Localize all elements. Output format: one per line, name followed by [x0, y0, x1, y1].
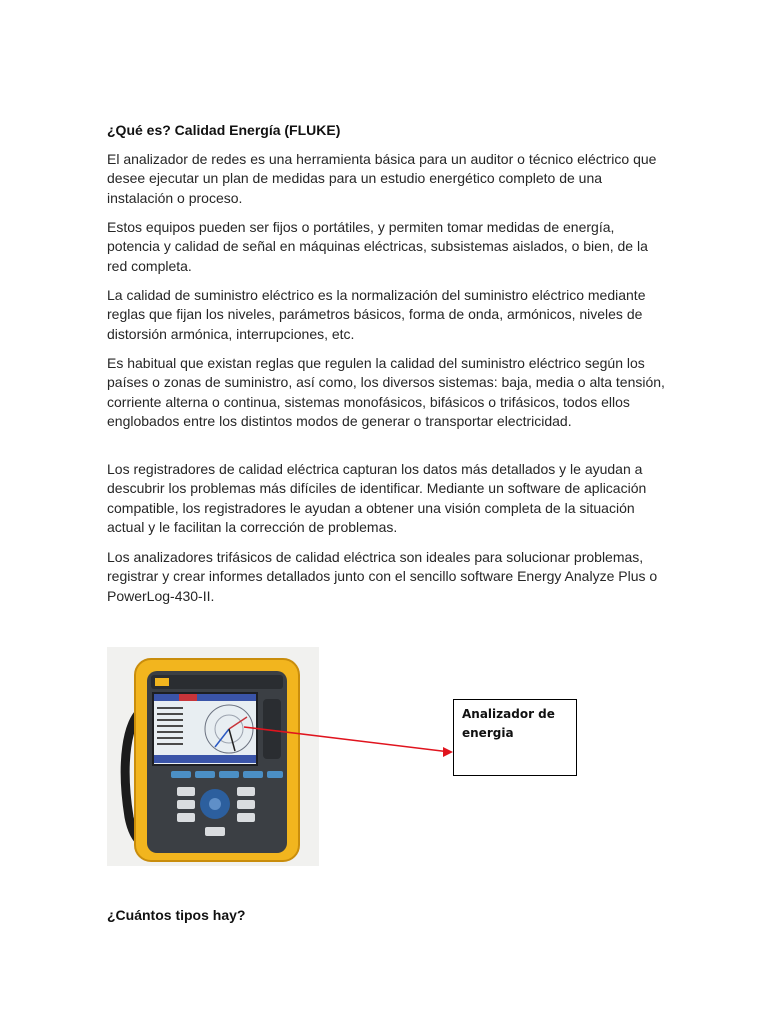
paragraph-2: Estos equipos pueden ser fijos o portátiles, y permiten tomar medidas de energía, potencia y calidad de señal en máquinas eléctricas, subsistemas aislados, o bien, de la red completa. — [107, 219, 648, 274]
callout-box — [453, 699, 577, 776]
section-heading-what-is: ¿Qué es? Calidad Energía (FLUKE) — [107, 122, 341, 138]
paragraph-4: Es habitual que existan reglas que regulen la calidad del suministro eléctrico según los países o zonas de suministro, así como, los diversos sistemas: baja, media o alta tensión, corriente alterna o continua, sistemas monofásicos, bifásicos o trifásicos, todos ellos englobados entre los distintos modos de generar o transportar electricidad. — [107, 355, 665, 430]
section-heading-how-many-types: ¿Cuántos tipos hay? — [107, 907, 246, 923]
callout-label: Analizador de energia — [462, 707, 555, 740]
analyzer-device-photo — [107, 647, 319, 866]
paragraph-1: El analizador de redes es una herramienta básica para un auditor o técnico eléctrico que desee ejecutar un plan de medidas para un estudio energético completo de una instalación o proceso. — [107, 151, 657, 206]
paragraph-5: Los registradores de calidad eléctrica capturan los datos más detallados y le ayudan a descubrir los problemas más difíciles de identificar. Mediante un software de aplicación compatible, los registradores le ayudan a obtener una visión completa de la situación actual y le facilitan la corrección de problemas. — [107, 461, 647, 536]
analyzer-device-illustration — [107, 647, 319, 866]
paragraph-3: La calidad de suministro eléctrico es la normalización del suministro eléctrico mediante reglas que fijan los niveles, parámetros básicos, forma de onda, armónicos, niveles de distorsión armónica, interrupciones, etc. — [107, 287, 646, 342]
paragraph-6: Los analizadores trifásicos de calidad eléctrica son ideales para solucionar problemas, registrar y crear informes detallados junto con el sencillo software Energy Analyze Plus o PowerLog-430-II. — [107, 549, 658, 604]
